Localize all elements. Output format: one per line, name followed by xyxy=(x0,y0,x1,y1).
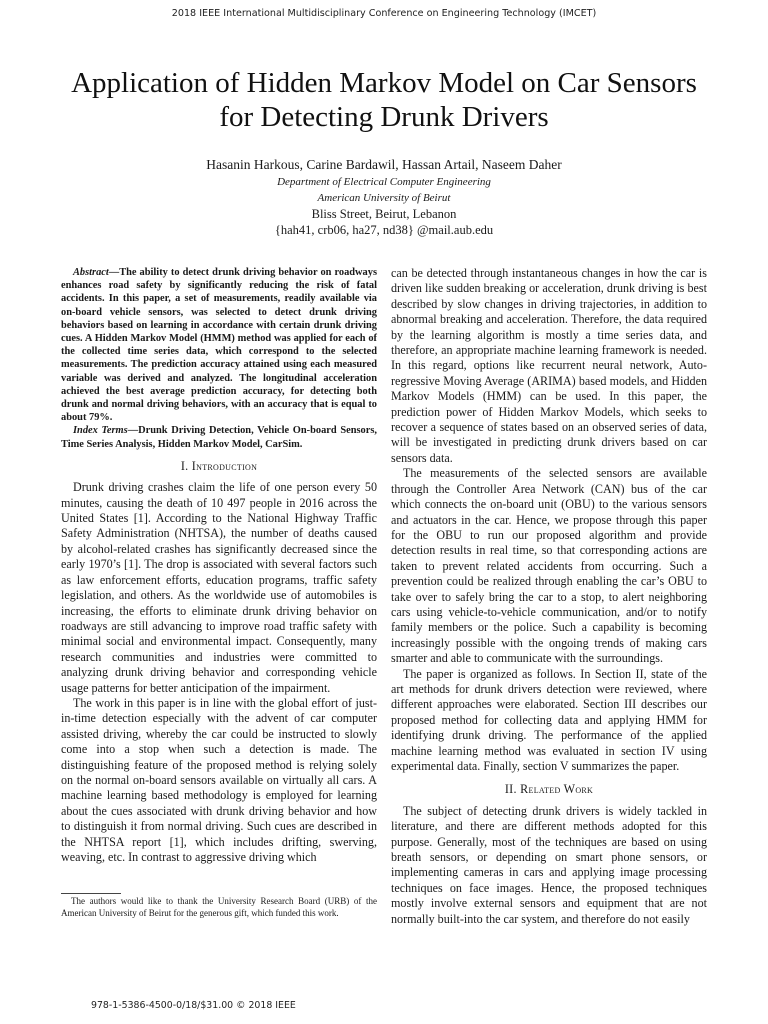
intro-paragraph-2: The work in this paper is in line with the global effort of just-in-time detection especially with the advent of car computer assisted driving, whereby the car could be instructed to slowly come into a stop when such a detection is made. The distinguishing feature of the proposed method is relying solely on the normal on-board sensors available on virtually all cars. A machine learning based methodology is employed for learning about the cues associated with drunk driving behavior and how to distinguish it from normal driving. Such cues are described in the NHTSA report [1], which includes drifting, swerving, weaving, etc. In contrast to aggressive driving which xyxy=(61,695,377,864)
address: Bliss Street, Beirut, Lebanon xyxy=(311,207,457,221)
index-terms xyxy=(61,424,377,450)
department: Department of Electrical Computer Engineering xyxy=(277,176,491,188)
section-heading-related-work: II. Related Work xyxy=(504,782,594,797)
right-column xyxy=(391,266,707,927)
abstract xyxy=(61,266,377,424)
abstract-text: —The ability to detect drunk driving behavior on roadways enhances road safety by significantly reducing the risk of fatal accidents. In this paper, a set of measurements, readily available via on-board vehicle sensors, was selected to detect drunk driving behaviors based on learning in accordance with certain drunk driving cues. A Hidden Markov Model (HMM) method was applied for each of the collected time series data, which correspond to the selected measurements. The prediction accuracy attained using each measured variable was derived and analyzed. The longitudinal acceleration achieved the best average prediction accuracy, for detecting both drunk and normal driving behaviors, with an accuracy that is equal to about 79%. xyxy=(61,267,377,424)
intro-paragraph-1: Drunk driving crashes claim the life of one person every 50 minutes, causing the death of 10 497 people in 2016 across the United States [1]. According to the National Highway Traffic Safety Administration (NHTSA), the number of deaths caused by alcohol-related crashes has significantly decreased since the early 1970’s [1]. The drop is associated with several factors such as law enforcement efforts, education programs, traffic safety legislation, and others. As the worldwide use of automobiles is increasing, the efforts to eliminate drunk driving behavior on roadways are still advancing to improve road traffic safety with minimal social and environmental impact. Consequently, many research communities and industries were committed to analyzing drunk driving behavior and corresponding vehicle usage patterns for better anticipation of the impairment. xyxy=(61,480,377,695)
emails: {hah41, crb06, ha27, nd38} @mail.aub.edu xyxy=(274,223,494,237)
intro-paragraph-4: The measurements of the selected sensors are available through the Controller Area Network (CAN) bus of the car which connects the on-board unit (OBU) to the various sensors and actuators in the car. Hence, we propose through this paper for the OBU to run our proposed algorithm and provide detection results in real time, so that corresponding actions are taken to prevent related accidents from occurring. Such a prevention could be realized through enabling the car’s OBU to take over to safely bring the car to a stop, to alert neighboring cars using vehicle-to-vehicle communication, and/or to notify family members or the police. Such a capability is becoming increasingly possible with the ongoing trends of making cars smarter and able to communicate with the surroundings. xyxy=(391,466,707,666)
university: American University of Beirut xyxy=(317,192,451,204)
copyright-line: 978-1-5386-4500-0/18/$31.00 © 2018 IEEE xyxy=(91,1000,296,1011)
abstract-label: Abstract xyxy=(73,267,109,278)
section-heading-introduction: I. Introduction xyxy=(180,458,258,473)
author-block xyxy=(60,156,708,238)
left-column xyxy=(61,266,377,865)
footnote-divider xyxy=(61,893,121,894)
conference-header: 2018 IEEE International Multidisciplinary Conference on Engineering Technology (IMCET) xyxy=(171,8,597,19)
intro-paragraph-3: can be detected through instantaneous changes in how the car is driven like sudden breaking or acceleration, drunk driving is best described by slow changes in driving trajectories, in addition to abnormal breaking and acceleration. Therefore, the data required by the learning algorithm is mostly a time series data, and therefore, an appropriate machine learning framework is needed. In this regard, options like recurrent neural network, Auto-regressive Moving Average (ARIMA) based models, and Hidden Markov Models (HMM) can be used. In this paper, the prediction power of Hidden Markov Models, which seeks to recover a sequence of states based on an observed series of data, will be investigated in predicting drunk drivers based on car sensors data. xyxy=(391,266,707,465)
paper-title: Application of Hidden Markov Model on Car Sensors for Detecting Drunk Drivers xyxy=(71,67,697,133)
index-terms-text: —Drunk Driving Detection, Vehicle On-board Sensors, Time Series Analysis, Hidden Markov Model, CarSim. xyxy=(61,425,377,450)
footnote: The authors would like to thank the University Research Board (URB) of the American University of Beirut for the generous gift, which funded this work. xyxy=(61,896,377,918)
related-paragraph-1: The subject of detecting drunk drivers is widely tackled in literature, and there are different methods adopted for this purpose. Generally, most of the techniques are based on using breath sensors, or depending on smart phone sensors, or implementing cameras in cars and applying image processing techniques on face images. Hence, the proposed techniques mostly involve external sensors and equipment that are not normally built-into the car system, and therefore do not easily xyxy=(391,803,707,926)
intro-paragraph-5: The paper is organized as follows. In Section II, state of the art methods for drunk drivers detection were reviewed, where different approaches were elaborated. Section III describes our proposed method for collecting data and applying HMM for identifying drunk driving. The performance of the applied machine learning method was evaluated in section IV using experimental data. Finally, section V summarizes the paper. xyxy=(391,666,707,773)
author-names: Hasanin Harkous, Carine Bardawil, Hassan Artail, Naseem Daher xyxy=(206,157,562,172)
index-terms-label: Index Terms xyxy=(73,425,128,437)
